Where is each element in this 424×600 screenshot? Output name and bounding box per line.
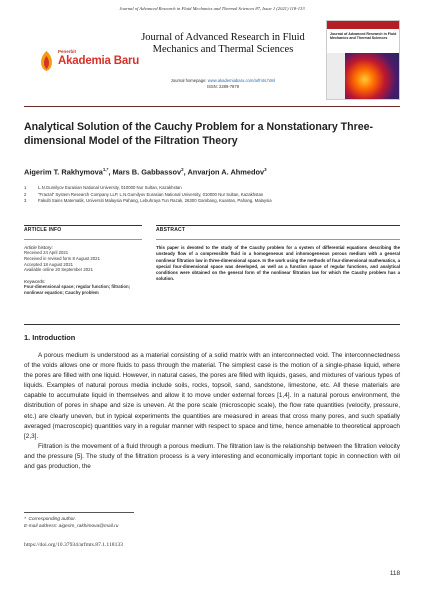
author-affiliation-mark: 1,* <box>102 167 109 172</box>
affiliation-item <box>24 198 400 205</box>
affiliation-number: 1 <box>24 185 27 190</box>
article-history-revised: Received in revised form 8 August 2021 <box>24 255 100 261</box>
affiliation-item <box>24 185 400 192</box>
author-name: Anvarjon A. Ahmedov <box>187 167 265 177</box>
article-history-online: Available online 20 September 2021 <box>24 267 93 273</box>
article-info-label: ARTICLE INFO <box>24 227 62 233</box>
cover-band <box>327 21 400 29</box>
abstract-text: This paper is devoted to the study of the Cauchy problem for a system of differential equations describing the unsteady flow of a compressible fluid in a homogeneous and inhomogeneous porous medium with a general nonlinear filtration law in three-dimensional space. In the work using the methods of four-dimensional mathematics, a special four-dimensional space was developed, as well as a function space of regular functions, and analytical conditions were obtained on the general form of the nonlinear filtration law for which the Cauchy problem has a solution. <box>156 245 400 282</box>
journal-issn: ISSN: 2289-7879 <box>206 84 240 89</box>
publisher-logo-icon <box>38 50 55 72</box>
article-history-received: Received 24 April 2021 <box>24 250 69 255</box>
email-address[interactable]: aigerim_rakhimova@mail.ru <box>58 524 119 529</box>
introduction-heading: 1. Introduction <box>24 333 76 342</box>
abstract-divider <box>156 239 400 240</box>
corresponding-author-note: Corresponding author. <box>28 517 77 522</box>
affiliation-text: "Fractal" System Research Company LLP, L.N.Gumilyov Eurasian National University, 010000 Nur Sultan, Kazakhstan <box>38 191 264 197</box>
journal-homepage <box>128 78 318 83</box>
article-info-bottom-rule <box>24 324 400 325</box>
publisher-logo <box>38 46 140 76</box>
author-affiliation-mark: 2 <box>181 167 184 172</box>
doi-link[interactable]: https://doi.org/10.37934/arfmts.87.1.118133 <box>24 542 123 548</box>
affiliation-number: 3 <box>24 198 27 204</box>
abstract-top-rule <box>156 225 400 226</box>
article-history-heading: Article history: <box>24 245 53 250</box>
article-title: Analytical Solution of the Cauchy Problem for a Nonstationary Three-dimensional Model of the Filtration Theory <box>24 121 374 147</box>
footnote-divider <box>24 512 134 513</box>
header-divider <box>24 106 400 107</box>
affiliation-item <box>24 192 400 199</box>
email-label: E-mail address: <box>24 524 59 529</box>
article-history-accepted: Accepted 18 August 2021 <box>24 261 73 267</box>
cover-art <box>345 53 400 100</box>
running-head: Journal of Advanced Research in Fluid Mechanics and Thermal Sciences 87, Issue 1 (2021) 118-133 <box>119 6 305 11</box>
publisher-small-label: Penerbit <box>58 49 77 54</box>
journal-title: Journal of Advanced Research in Fluid Mechanics and Thermal Sciences <box>141 32 305 55</box>
cover-title: Journal of Advanced Research in Fluid Mechanics and Thermal Sciences <box>330 32 397 41</box>
journal-homepage-label: Journal homepage: <box>170 78 208 83</box>
cover-side-panel <box>327 53 345 100</box>
journal-homepage-link[interactable]: www.akademiabaru.com/arfmts.html <box>207 78 276 83</box>
footnote <box>24 516 118 530</box>
page-number: 118 <box>389 570 400 577</box>
author-list: Aigerim T. Rakhymova$^{1,*}$, Mars B. Gabbassov$^2$, Anvarjon A. Ahmedov$^3$ <box>24 167 267 177</box>
journal-header <box>24 20 400 102</box>
keywords-heading: Keywords: <box>24 279 46 285</box>
affiliation-list <box>24 185 400 205</box>
journal-cover-image <box>326 20 400 100</box>
introduction-body <box>24 351 400 472</box>
author-name: Aigerim T. Rakhymova <box>24 167 103 177</box>
publisher-name: Akademia Baru <box>58 55 140 67</box>
author-name: Mars B. Gabbassov <box>112 167 182 177</box>
article-info-panel <box>24 227 142 296</box>
author-affiliation-mark: 3 <box>264 167 267 172</box>
footnote-asterisk: * <box>24 517 29 522</box>
affiliation-number: 2 <box>24 191 27 197</box>
abstract-label: ABSTRACT <box>156 227 186 233</box>
affiliation-text: L.N.Gumilyov Eurasian National University, 010000 Nur Sultan, Kazakhstan <box>38 185 182 190</box>
article-info-top-rule <box>24 225 142 226</box>
body-paragraph: Filtration is the movement of a fluid through a porous medium. The filtration law is the relationship between the filtration velocity and the pressure [5]. The study of the filtration process is a very interesting and economically important topic in connection with oil and gas production, the <box>24 442 400 471</box>
article-info-divider <box>24 239 142 240</box>
body-paragraph: A porous medium is understood as a material consisting of a solid matrix with an interconnected void. The interconnectedness of the voids allows one or more fluids to pass through the material. The simplest case is the motion of a single-phase liquid, where the pores are filled with one liquid. However, in natural cases, the pores are filled with liquids, gases, and mixtures of various types of liquids. Examples of natural porous media include soils, rocks, topsoil, sand, sandstone, limestone, etc. All these materials are capable to accumulate liquid in themselves and allow it to move under external forces [1,4]. In a natural porous environment, the distribution of pores in shape and size is uneven. At the pore scale (microscopic scale), the flow rate quantities (velocity, pressure, etc.) are clearly uneven, but in typical experiments the quantities are measured in areas that cross many pores, and such spatially averaged (macroscopic) quantities vary in a regular manner with respect to space and time, hence amenable to theoretical approach [2,3]. <box>24 352 400 440</box>
keywords-list: Four-dimensional space; regular function; filtration; nonlinear equation; Cauchy problem <box>24 284 130 295</box>
affiliation-text: Fakulti Sains Matematik, Universiti Malaysia Pahang, Lebuhraya Tun Razak, 26300 Gambang, Kuantan, Pahang, Malaysia <box>38 198 272 204</box>
abstract-panel <box>156 227 400 283</box>
